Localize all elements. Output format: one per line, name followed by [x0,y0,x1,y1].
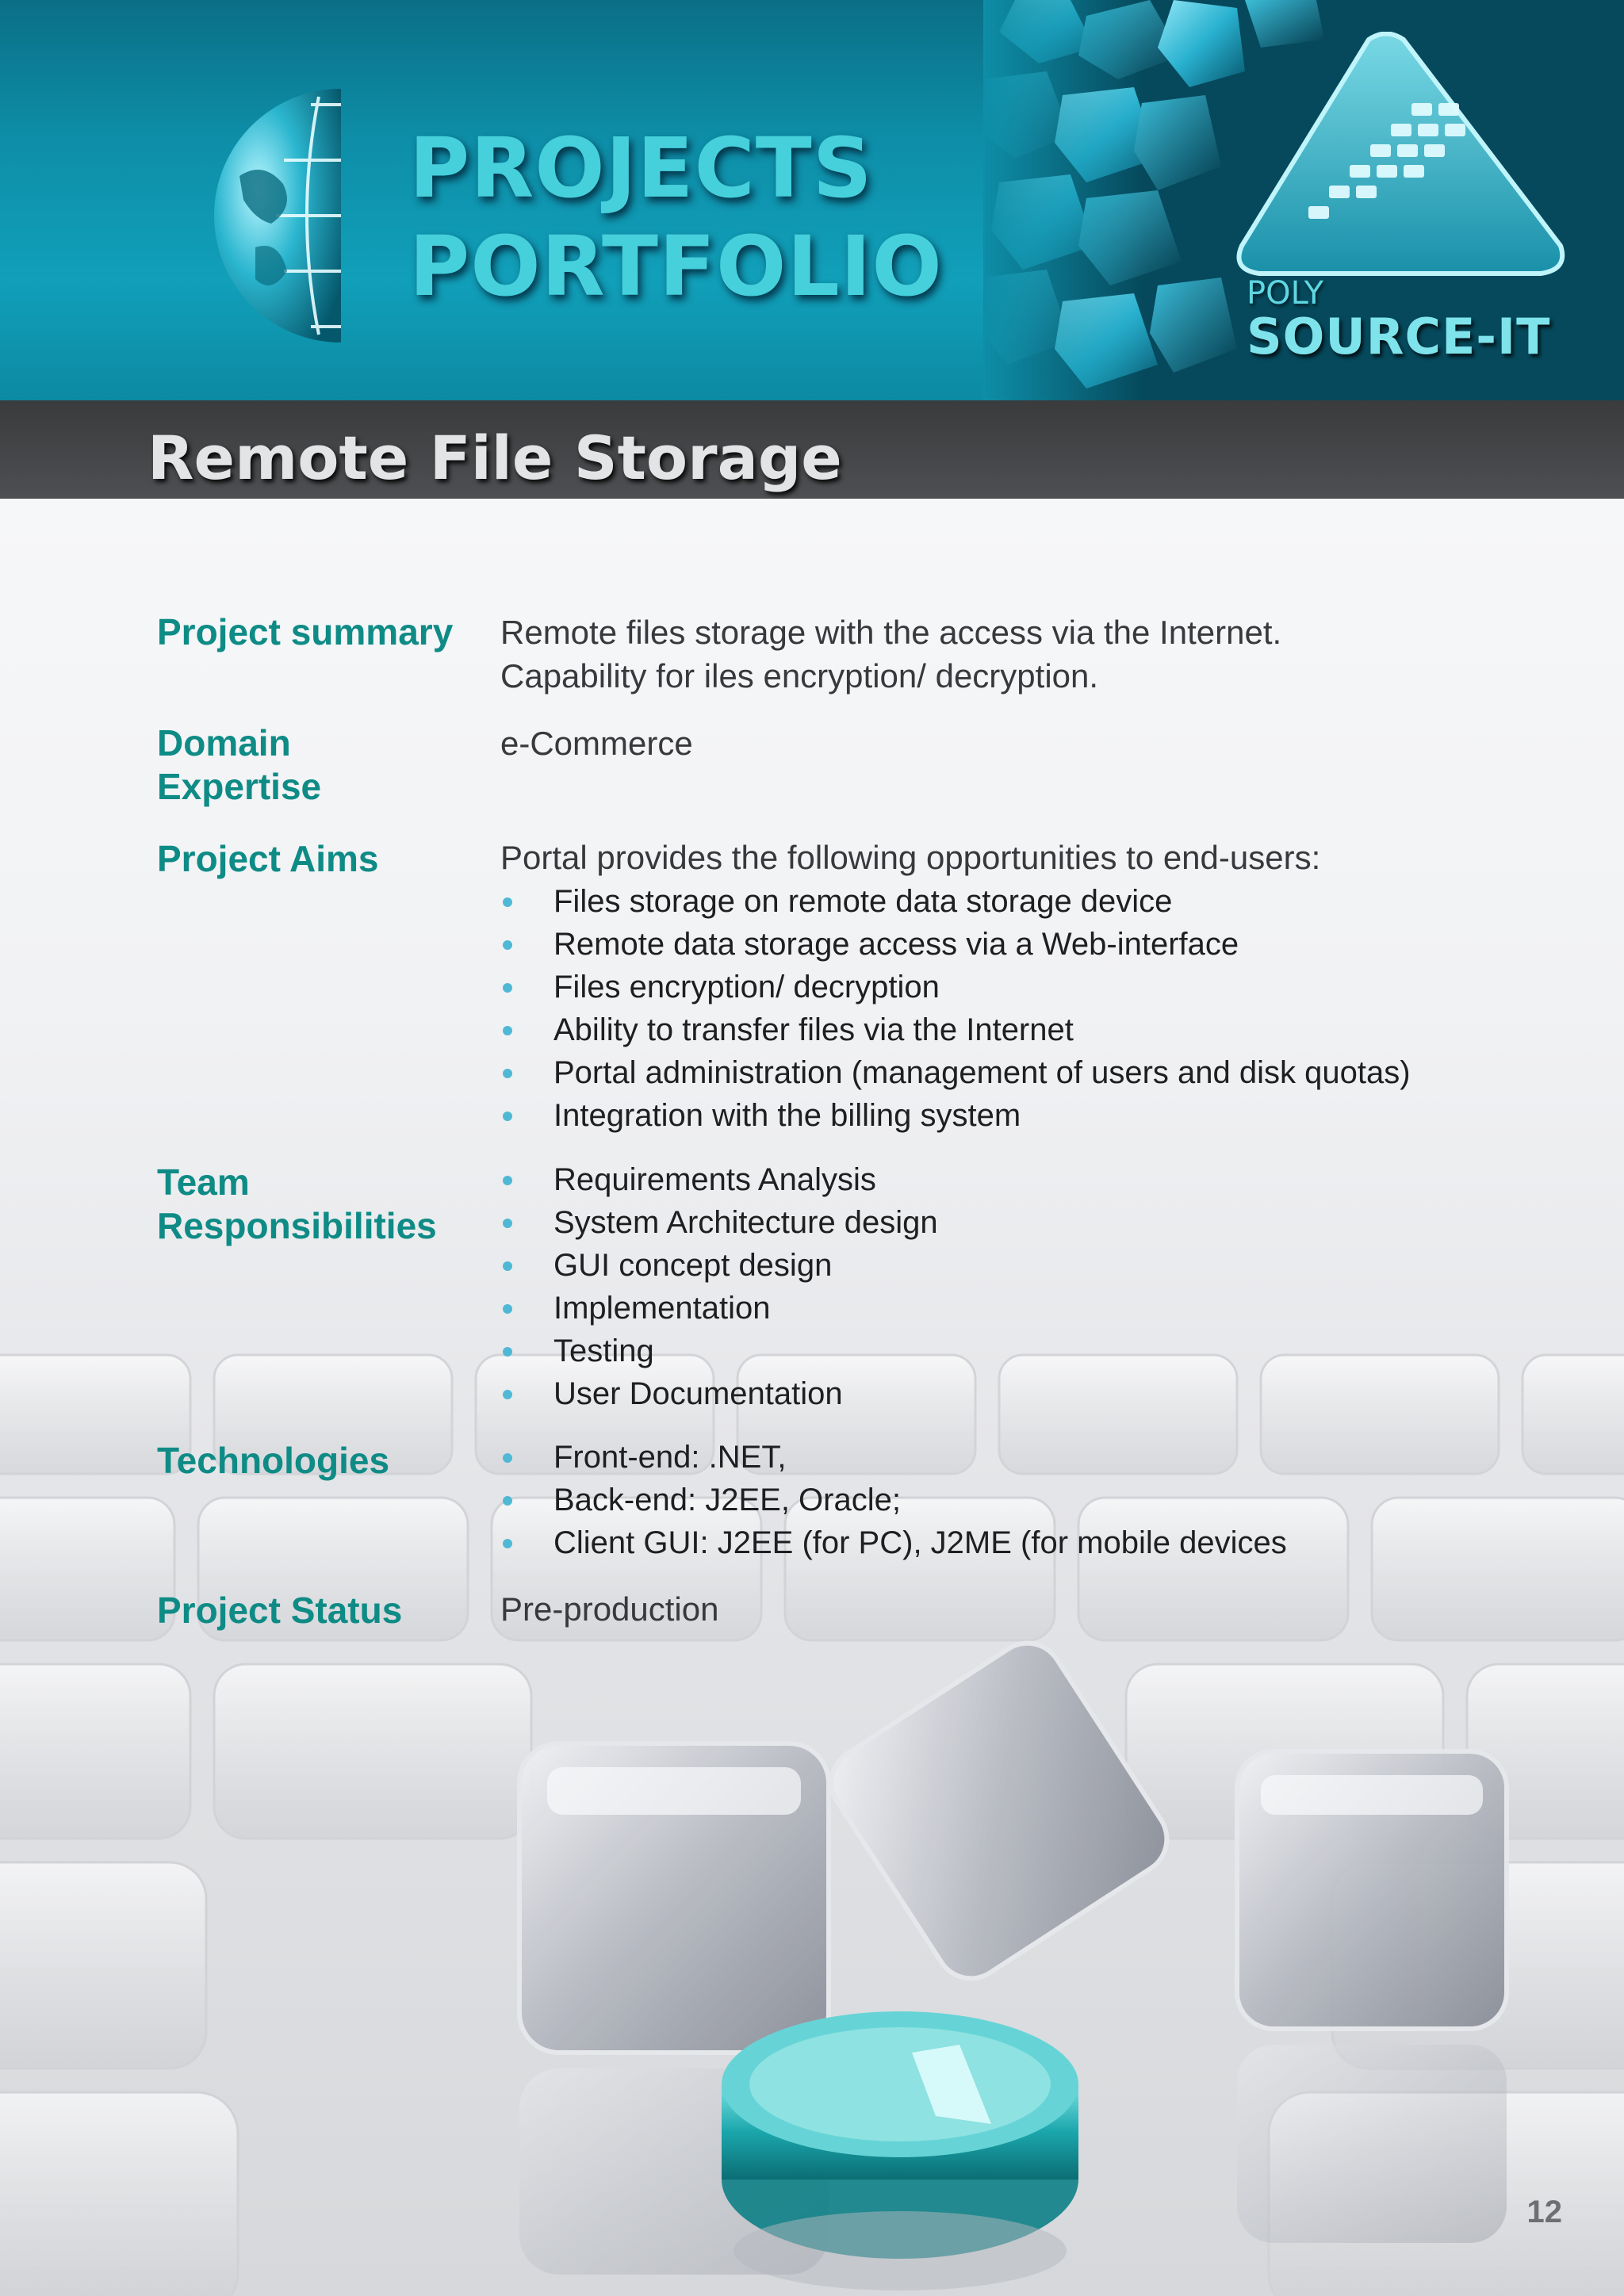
project-aims-list [500,880,1579,1137]
portfolio-title-line2: PORTFOLIO [409,218,943,315]
team-responsibility-item: System Architecture design [500,1201,1579,1244]
header-banner [0,0,1624,400]
technologies-list [500,1436,1579,1564]
logo-text-poly: POLY [1247,275,1324,312]
project-summary-text [500,610,1563,698]
globe-icon [208,89,341,342]
portfolio-title-line1: PROJECTS [409,120,873,216]
project-aims-label: Project Aims [157,838,379,879]
project-status-value: Pre-production [500,1590,719,1628]
project-summary-line: Capability for iles encryption/ decryption. [500,657,1099,695]
team-responsibilities-label [157,1161,474,1248]
team-responsibility-item: Requirements Analysis [500,1158,1579,1201]
technology-item: Back-end: J2EE, Oracle; [500,1479,1579,1521]
project-aims-item: Remote data storage access via a Web-interface [500,923,1579,966]
project-aims-intro: Portal provides the following opportunities to end-users: [500,839,1321,876]
team-responsibilities-label-line2: Responsibilities [157,1205,437,1246]
project-summary-line: Remote files storage with the access via the Internet. [500,614,1282,651]
team-responsibilities-list [500,1158,1579,1415]
team-responsibility-item: User Documentation [500,1372,1579,1415]
project-status-label: Project Status [157,1590,403,1631]
domain-expertise-value: e-Commerce [500,725,693,762]
project-aims-item: Integration with the billing system [500,1094,1579,1137]
technology-item: Client GUI: J2EE (for PC), J2ME (for mobile devices [500,1521,1579,1564]
polysource-logo [1228,32,1576,301]
domain-expertise-label-line2: Expertise [157,766,322,807]
logo-text-source-it: SOURCE-IT [1247,308,1551,365]
team-responsibility-item: GUI concept design [500,1244,1579,1287]
domain-expertise-label [157,721,474,809]
project-summary-label: Project summary [157,611,454,652]
team-responsibilities-label-line1: Team [157,1161,250,1203]
project-aims-item: Files storage on remote data storage device [500,880,1579,923]
team-responsibility-item: Implementation [500,1287,1579,1330]
technologies-label: Technologies [157,1440,390,1481]
project-aims-item: Portal administration (management of users and disk quotas) [500,1051,1579,1094]
team-responsibility-item: Testing [500,1330,1579,1372]
domain-expertise-label-line1: Domain [157,722,291,763]
project-aims-item: Files encryption/ decryption [500,966,1579,1008]
technology-item: Front-end: .NET, [500,1436,1579,1479]
project-aims-item: Ability to transfer files via the Internet [500,1008,1579,1051]
portfolio-title [409,119,943,316]
page-number: 12 [1526,2195,1562,2229]
page-title: Remote File Storage [147,423,842,493]
